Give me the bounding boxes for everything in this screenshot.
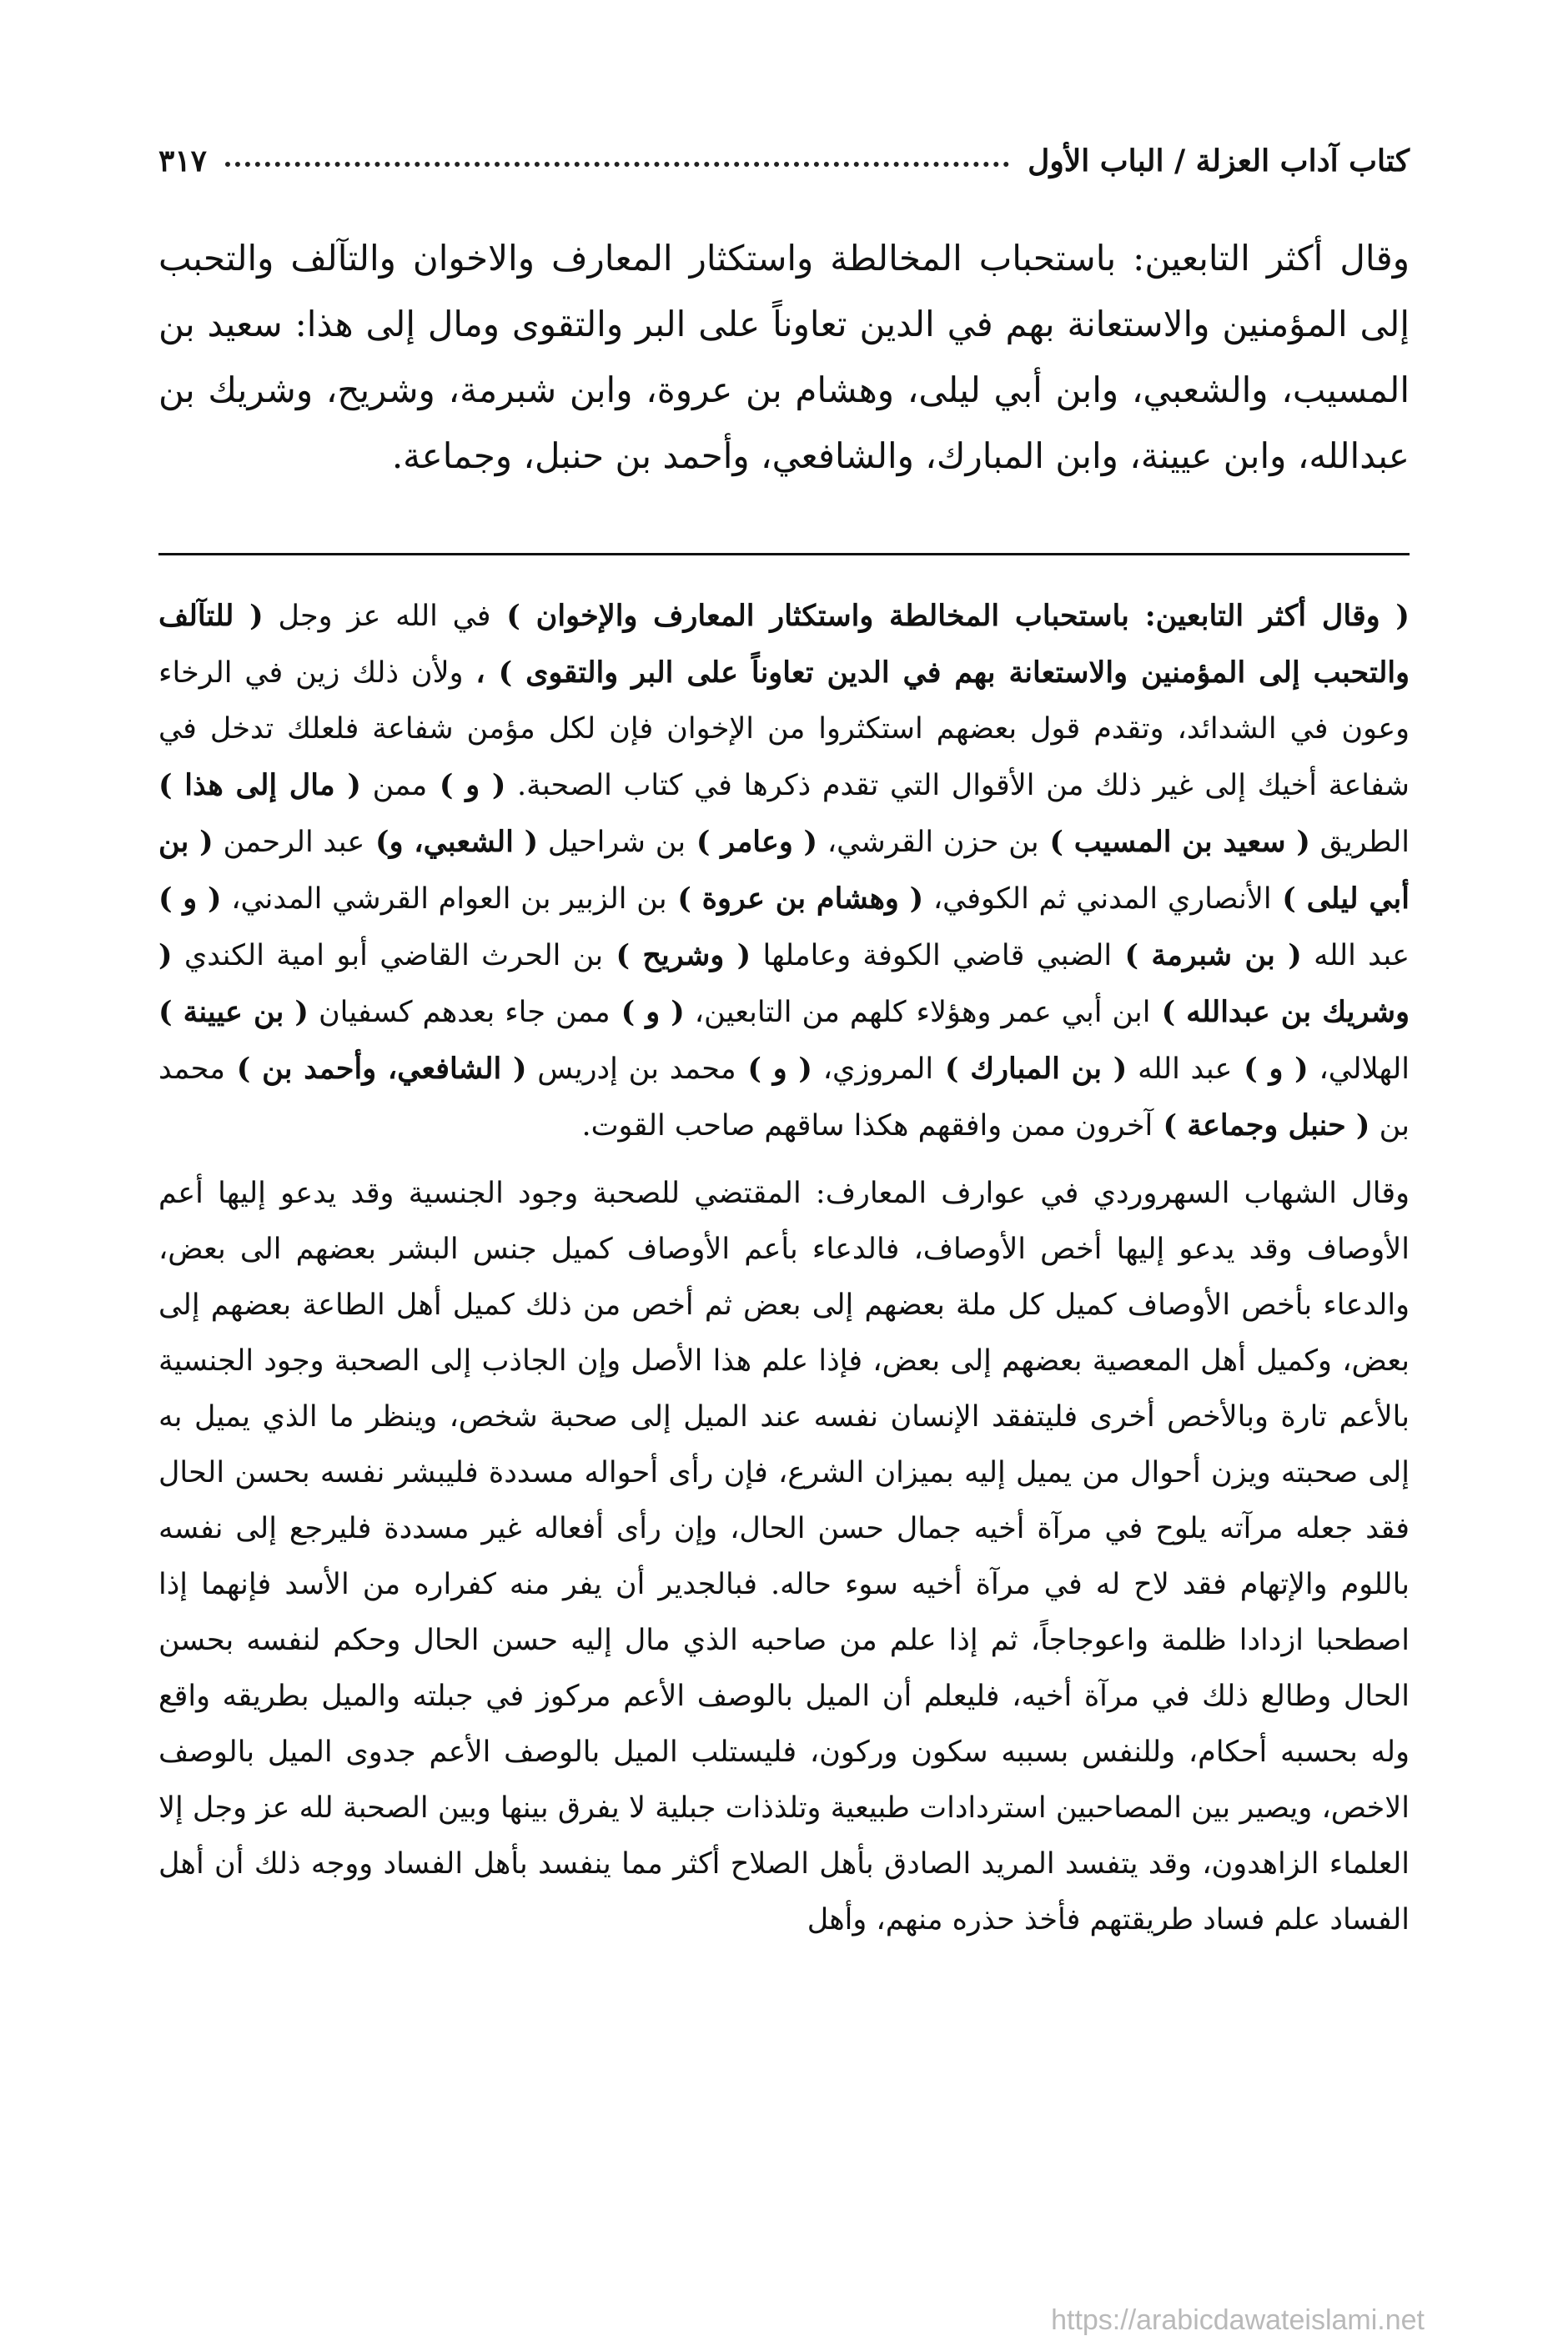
commentary-text: الضبي قاضي الكوفة وعاملها xyxy=(751,939,1113,972)
lemma-quote: ( حنبل وجماعة ) xyxy=(1153,1108,1370,1143)
commentary-text: ولأن ذلك زين في الرخاء وعون في الشدائد، وتقدم قول بعضهم استكثروا من الإخوان فإن لكل مؤمن شفاعة فلعلك تدخل في شفاعة أخيك إلى غير ذلك من الأقوال التي تقدم ذكرها في كتاب الصحبة. xyxy=(158,656,1410,802)
lemma-quote: ( و ) xyxy=(736,1052,812,1086)
commentary-text: عبد الرحمن xyxy=(213,826,365,859)
commentary-text: عبد الله xyxy=(1301,939,1410,972)
lemma-quote: ( و ) xyxy=(427,768,506,802)
commentary-text: في الله عز وجل xyxy=(263,600,491,633)
commentary-text: الطريق xyxy=(1309,826,1410,859)
lemma-quote: ( وشريح ) xyxy=(603,938,751,972)
lemma-quote: ( للتآلف والتحبب إلى المؤمنين والاستعانة بهم في الدين تعاوناً على البر والتقوى ) ، xyxy=(158,599,1410,690)
commentary-text: ممن xyxy=(360,769,428,802)
lemma-quote: ( بن عيينة ) xyxy=(158,995,309,1029)
page-number: ٣١٧ xyxy=(158,143,208,178)
commentary-text: ابن أبي عمر وهؤلاء كلهم من التابعين، xyxy=(684,996,1151,1029)
lemma-quote: ( سعيد بن المسيب ) xyxy=(1038,825,1310,859)
commentary-text: محمد بن xyxy=(158,1052,1410,1143)
commentary xyxy=(158,588,1410,1948)
watermark-url: https://arabicdawateislami.net xyxy=(1051,2304,1425,2336)
commentary-paragraph-1 xyxy=(158,588,1410,1154)
lemma-quote: ( الشافعي، وأحمد بن ) xyxy=(224,1052,527,1086)
commentary-text: محمد بن إدريس xyxy=(526,1052,736,1086)
main-text: وقال أكثر التابعين: باستحباب المخالطة واستكثار المعارف والاخوان والتآلف والتحبب إلى المؤمنين والاستعانة بهم في الدين تعاوناً على البر والتقوى ومال إلى هذا: سعيد بن المسيب، والشعبي، وابن أبي ليلى، وهشام بن عروة، وابن شبرمة، وشريح، وشريك بن عبدالله، وابن عيينة، وابن المبارك، والشافعي، وأحمد بن حنبل، وجماعة. xyxy=(158,238,1410,476)
commentary-text: بن الزبير بن العوام القرشي المدني، xyxy=(221,882,667,916)
lemma-quote: ( بن المبارك ) xyxy=(933,1052,1128,1086)
lemma-quote: ( وعامر ) xyxy=(686,825,818,859)
lemma-quote: ( وهشام بن عروة ) xyxy=(666,882,924,916)
lemma-quote: ( و ) xyxy=(610,995,685,1029)
lemma-quote: ( و ) xyxy=(158,882,222,916)
commentary-text: ممن جاء بعدهم كسفيان xyxy=(308,996,611,1029)
lemma-quote: ( و ) xyxy=(1232,1052,1309,1086)
commentary-text: آخرون ممن وافقهم هكذا ساقهم صاحب القوت. xyxy=(581,1109,1153,1143)
commentary-paragraph-2: وقال الشهاب السهروردي في عوارف المعارف: المقتضي للصحبة وجود الجنسية وقد يدعو إليها أعم الأوصاف وقد يدعو إليها أخص الأوصاف، فالدعاء بأعم الأوصاف كميل جنس البشر بعضهم الى بعض، والدعاء بأخص الأوصاف كميل كل ملة بعضهم إلى بعض ثم أخص من ذلك كميل أهل الطاعة بعضهم إلى بعض، وكميل أهل المعصية بعضهم إلى بعض، فإذا علم هذا الأصل وإن الجاذب إلى الصحبة وجود الجنسية بالأعم تارة وبالأخص أخرى فليتفقد الإنسان نفسه عند الميل إلى صحبة شخص، وينظر ما الذي يميل به إلى صحبته ويزن أحوال من يميل إليه بميزان الشرع، فإن رأى أحواله مسددة فليبشر نفسه بحسن الحال فقد جعله مرآته يلوح في مرآة أخيه جمال حسن الحال، وإن رأى أفعاله غير مسددة فليرجع إلى نفسه باللوم والإتهام فقد لاح له في مرآة أخيه سوء حاله. فبالجدير أن يفر منه كفراره من الأسد فإنهما إذا اصطحبا ازدادا ظلمة واعوجاجاً، ثم إذا علم من صاحبه الذي مال إليه حسن الحال وحكم لنفسه بحسن الحال وطالع ذلك في مرآة أخيه، فليعلم أن الميل بالوصف الأعم مركوز في جبلته والميل بطريقه واقع وله بحسبه أحكام، وللنفس بسببه سكون وركون، فليستلب الميل بالوصف الأعم جدوى الميل بالوصف الاخص، ويصير بين المصاحبين استردادات طبيعية وتلذذات جبلية لا يفرق بينها وبين الصحبة لله عز وجل إلا العلماء الزاهدون، وقد يتفسد المريد الصادق بأهل الصلاح أكثر مما ينفسد بأهل الفساد ووجه ذلك أن أهل الفساد علم فساد طريقتهم فأخذ حذره منهم، وأهل xyxy=(158,1177,1410,1937)
leader-dots xyxy=(225,162,1009,167)
commentary-text: الأنصاري المدني ثم الكوفي، xyxy=(923,882,1272,916)
lemma-quote: ( الشعبي، و) xyxy=(364,825,539,859)
lemma-quote: ( وشريك بن عبدالله ) xyxy=(158,938,1410,1029)
lemma-quote: ( وقال أكثر التابعين: باستحباب المخالطة واستكثار المعارف والإخوان ) xyxy=(490,599,1410,633)
commentary-text: الهلالي، xyxy=(1308,1052,1410,1086)
lemma-quote: ( بن شبرمة ) xyxy=(1112,938,1302,972)
commentary-text: بن حزن القرشي، xyxy=(817,826,1039,859)
book-title: كتاب آداب العزلة / الباب الأول xyxy=(1028,143,1410,178)
separator-rule xyxy=(158,553,1410,555)
paragraph-gap xyxy=(158,1154,1410,1166)
lemma-quote: ( مال إلى هذا ) xyxy=(158,768,361,802)
commentary-text: عبد الله xyxy=(1127,1052,1233,1086)
commentary-text: بن الحرث القاضي أبو امية الكندي xyxy=(172,939,604,972)
lemma-quote: ( بن أبي ليلى ) xyxy=(158,825,1410,916)
commentary-text: المروزي، xyxy=(812,1052,934,1086)
commentary-text: بن شراحيل xyxy=(538,826,686,859)
running-header xyxy=(158,125,1410,178)
